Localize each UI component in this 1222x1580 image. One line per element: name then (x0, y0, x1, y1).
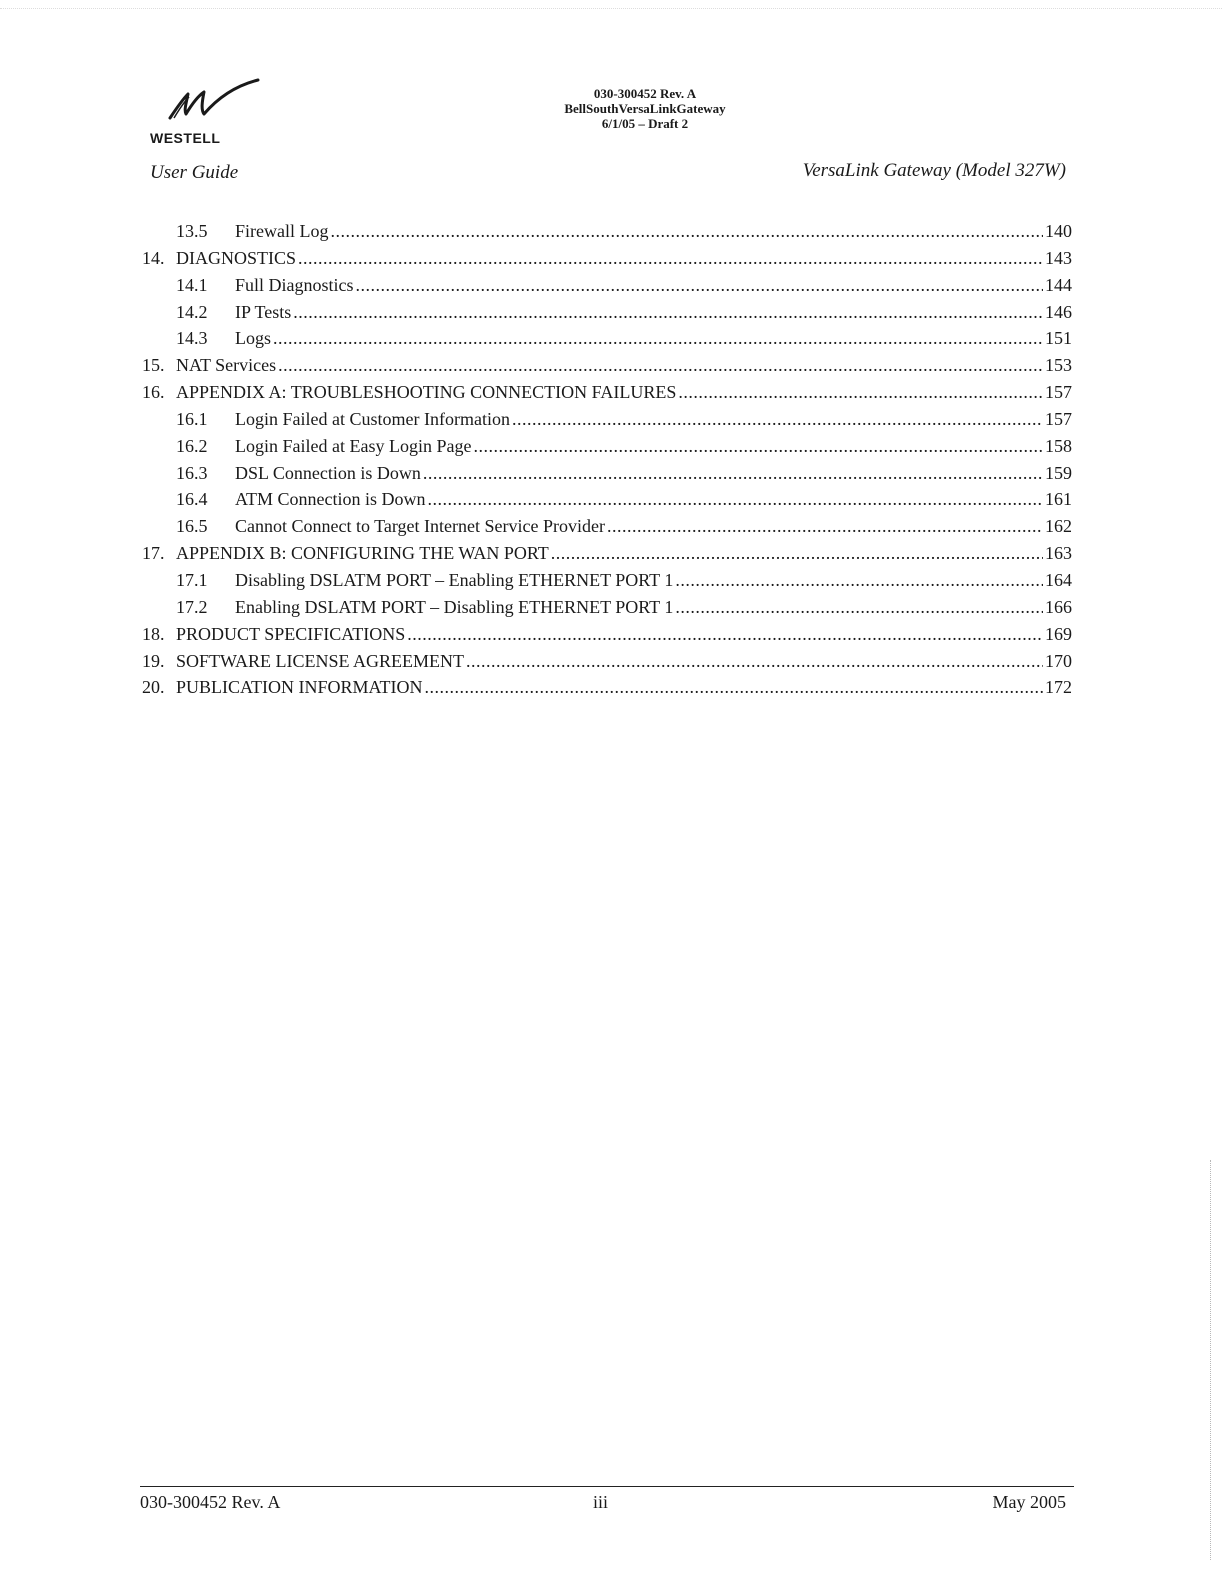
toc-entry-title: APPENDIX B: CONFIGURING THE WAN PORT (176, 543, 549, 564)
toc-dot-leader (607, 513, 1043, 539)
toc-entry-page: 162 (1045, 516, 1072, 537)
toc-entry[interactable] (142, 621, 1072, 648)
footer-doc-number: 030-300452 Rev. A (140, 1492, 281, 1512)
table-of-contents (142, 218, 1072, 701)
toc-entry-title: ATM Connection is Down (235, 489, 426, 510)
toc-entry-title: Full Diagnostics (235, 274, 354, 295)
toc-entry-page: 172 (1045, 677, 1072, 698)
toc-entry-title: Login Failed at Customer Information (235, 408, 510, 429)
doc-number: 030-300452 Rev. A (593, 86, 697, 101)
toc-entry[interactable] (142, 567, 1072, 594)
toc-entry-page: 170 (1045, 650, 1072, 671)
toc-entry[interactable] (142, 325, 1072, 352)
toc-entry-title: SOFTWARE LICENSE AGREEMENT (176, 650, 464, 671)
toc-entry[interactable] (142, 352, 1072, 379)
toc-entry-number: 19. (142, 650, 165, 671)
toc-entry-number: 16.5 (176, 516, 208, 537)
toc-entry-title: Logs (235, 328, 271, 349)
toc-dot-leader (298, 245, 1043, 271)
toc-entry-number: 14.2 (176, 301, 208, 322)
toc-dot-leader (278, 352, 1043, 378)
toc-entry-title: IP Tests (235, 301, 292, 322)
toc-dot-leader (330, 218, 1043, 244)
toc-entry-number: 17.2 (176, 596, 208, 617)
toc-entry-title: APPENDIX A: TROUBLESHOOTING CONNECTION FAILURES (176, 382, 677, 403)
toc-entry-number: 17.1 (176, 569, 208, 590)
toc-entry-page: 143 (1045, 247, 1072, 268)
toc-dot-leader (356, 272, 1043, 298)
toc-entry[interactable] (142, 540, 1072, 567)
toc-entry-number: 18. (142, 623, 165, 644)
toc-entry[interactable] (142, 460, 1072, 487)
draft-date: 6/1/05 – Draft 2 (601, 116, 689, 131)
product-code: BellSouthVersaLinkGateway (564, 101, 726, 116)
toc-entry-page: 164 (1045, 569, 1072, 590)
toc-dot-leader (512, 406, 1043, 432)
toc-entry-title: Firewall Log (235, 221, 329, 241)
toc-entry-title: Disabling DSLATM PORT – Enabling ETHERNET PORT 1 (235, 569, 674, 590)
toc-entry-number: 16.3 (176, 462, 208, 483)
toc-entry-page: 153 (1045, 355, 1072, 376)
westell-w-swoosh-logo-icon (164, 78, 260, 128)
footer-page-number: iii (593, 1492, 609, 1512)
toc-entry-number: 16.4 (176, 489, 208, 510)
toc-entry[interactable] (142, 674, 1072, 701)
toc-dot-leader (678, 379, 1043, 405)
toc-entry-page: 159 (1045, 462, 1072, 483)
toc-entry-number: 13.5 (176, 221, 208, 241)
toc-entry-title: Login Failed at Easy Login Page (235, 435, 472, 456)
toc-entry-number: 17. (142, 543, 165, 564)
product-title: VersaLink Gateway (Model 327W) (802, 160, 1066, 181)
brand-name: WESTELL (150, 130, 221, 146)
toc-dot-leader (473, 433, 1043, 459)
toc-entry[interactable] (142, 272, 1072, 299)
toc-entry-page: 157 (1045, 408, 1072, 429)
toc-entry-title: PRODUCT SPECIFICATIONS (176, 623, 406, 644)
toc-entry[interactable] (142, 379, 1072, 406)
toc-entry-title: PUBLICATION INFORMATION (176, 677, 423, 698)
toc-entry-page: 157 (1045, 382, 1072, 403)
toc-entry-page: 166 (1045, 596, 1072, 617)
toc-entry[interactable] (142, 245, 1072, 272)
toc-entry-page: 146 (1045, 301, 1072, 322)
toc-entry-number: 16. (142, 382, 165, 403)
toc-dot-leader (466, 648, 1043, 674)
toc-dot-leader (423, 460, 1043, 486)
toc-entry[interactable] (142, 299, 1072, 326)
toc-entry-number: 14. (142, 247, 165, 268)
scan-artifact-edge (1210, 1160, 1212, 1560)
guide-title: User Guide (150, 162, 239, 183)
toc-entry-number: 16.1 (176, 408, 208, 429)
toc-entry[interactable] (142, 594, 1072, 621)
toc-entry-page: 144 (1045, 274, 1072, 295)
toc-entry-title: DIAGNOSTICS (176, 247, 297, 268)
toc-entry-title: Enabling DSLATM PORT – Disabling ETHERNET PORT 1 (235, 596, 674, 617)
toc-dot-leader (407, 621, 1043, 647)
toc-entry-number: 20. (142, 677, 165, 698)
toc-entry[interactable] (142, 648, 1072, 675)
toc-entry[interactable] (142, 486, 1072, 513)
toc-dot-leader (675, 594, 1043, 620)
footer-rule (140, 1486, 1074, 1487)
toc-entry[interactable] (142, 218, 1072, 245)
toc-entry-page: 151 (1045, 328, 1072, 349)
toc-entry-number: 16.2 (176, 435, 208, 456)
toc-dot-leader (428, 486, 1044, 512)
toc-entry-title: DSL Connection is Down (235, 462, 421, 483)
document-info (520, 86, 770, 131)
toc-entry-number: 14.1 (176, 274, 208, 295)
toc-entry-title: NAT Services (176, 355, 277, 376)
scan-artifact-top (0, 8, 1222, 11)
toc-entry-page: 161 (1045, 489, 1072, 510)
toc-dot-leader (425, 674, 1043, 700)
toc-entry-page: 163 (1045, 543, 1072, 564)
toc-dot-leader (293, 299, 1043, 325)
toc-entry-page: 140 (1045, 221, 1072, 241)
toc-entry[interactable] (142, 406, 1072, 433)
toc-entry-page: 158 (1045, 435, 1072, 456)
toc-entry-page: 169 (1045, 623, 1072, 644)
toc-dot-leader (551, 540, 1043, 566)
footer-date: May 2005 (992, 1492, 1066, 1512)
toc-entry-number: 14.3 (176, 328, 208, 349)
toc-dot-leader (273, 325, 1043, 351)
toc-entry-number: 15. (142, 355, 165, 376)
toc-dot-leader (675, 567, 1043, 593)
toc-entry-title: Cannot Connect to Target Internet Service Provider (235, 516, 605, 537)
toc-entry[interactable] (142, 513, 1072, 540)
toc-entry[interactable] (142, 433, 1072, 460)
westell-logo (150, 78, 260, 150)
